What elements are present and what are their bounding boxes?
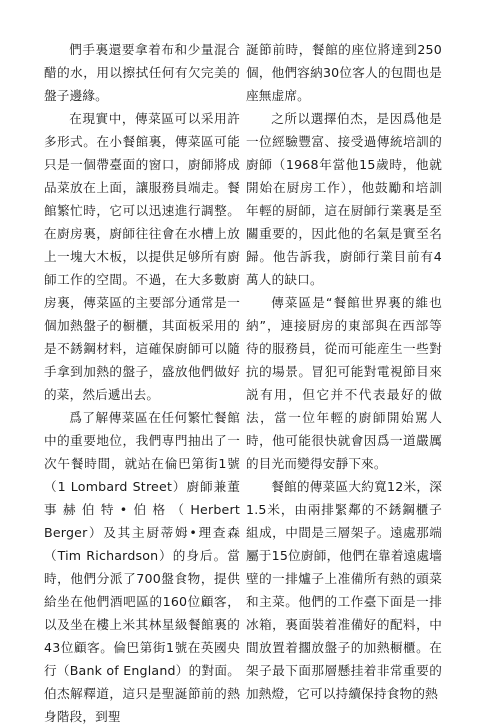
paragraph: 在現實中，傳菜區可以采用許多形式。在小餐館裏，傳菜區可能只是一個帶臺面的窗口，廚師將成品菜放在上面，讓服務員端走。餐館繁忙時，它可以迅速進行調整。在廚房裏，廚師往往會在水槽上放上一塊大木板，以提供足够所有廚師工作的空間。不過，在大多數廚房裏，傳菜區的主要部分通常是一個加熱盤子的橱櫃，其面板采用的是不銹鋼材料，這確保廚師可以隨手拿到加熱的盤子，盛放他們做好的菜，然后遞出去。 — [44, 111, 240, 402]
left-column — [44, 38, 240, 728]
right-column — [246, 38, 442, 705]
paragraph: 餐館的傳菜區大約寬12米，深1.5米，由兩排緊鄰的不銹鋼櫃子組成，中間是三層架子。遠處那端屬于15位廚師，他們在靠着遠處墻壁的一排爐子上准備所有熱的頭菜和主菜。他們的工作臺下面是一排冰箱，裏面裝着准備好的配料，中間放置着擱放盤子的加熱橱櫃。在架子最下面那層懸挂着非常重要的加熱燈，它可以持續保持食物的熱 — [246, 479, 442, 701]
paragraph: 爲了解傳菜區在任何繁忙餐館中的重要地位，我們専門抽出了一次午餐時間，就站在倫巴第街1號（1 Lombard Street）廚師兼董事赫伯特•伯格（Herbert Berger）及其主厨蒂姆•理查森（Tim Richardson）的身后。當時，他們分派了700盤食物，提供給坐在他們酒吧區的160位顧客，以及坐在樓上米其林星級餐館裏的43位顧客。倫巴第街1號在英國央行（Bank of England）的對面。伯杰解釋道，這只是聖誕節前的熱身階段，到聖 — [44, 410, 240, 724]
paragraph-continuation: 誕節前時，餐館的座位將達到250個，他們容納30位客人的包間也是座無虚席。 — [246, 42, 442, 103]
paragraph: 傳菜區是“餐館世界裏的維也納”，連接厨房的東部與在西部等待的服務員，從而可能産生一些對抗的場景。冒犯可能對電視節目來説有用，但它并不代表最好的做法，當一位年輕的廚師開始駡人時，他可能很快就會因爲一道嚴厲的目光而變得安靜下來。 — [246, 295, 442, 471]
paragraph-continuation: 們手裏還要拿着布和少量混合醋的水，用以擦拭任何有欠完美的盤子邊緣。 — [44, 42, 240, 103]
paragraph: 之所以選擇伯杰，是因爲他是一位經驗豐富、接受過傳統培訓的廚師（1968年當他15歲時，他就開始在厨房工作），他鼓勵和培訓年輕的厨師，這在厨師行業裏是至關重要的，因此他的名氣是實至名歸。他告訴我，廚師行業目前有4萬人的缺口。 — [246, 111, 442, 287]
